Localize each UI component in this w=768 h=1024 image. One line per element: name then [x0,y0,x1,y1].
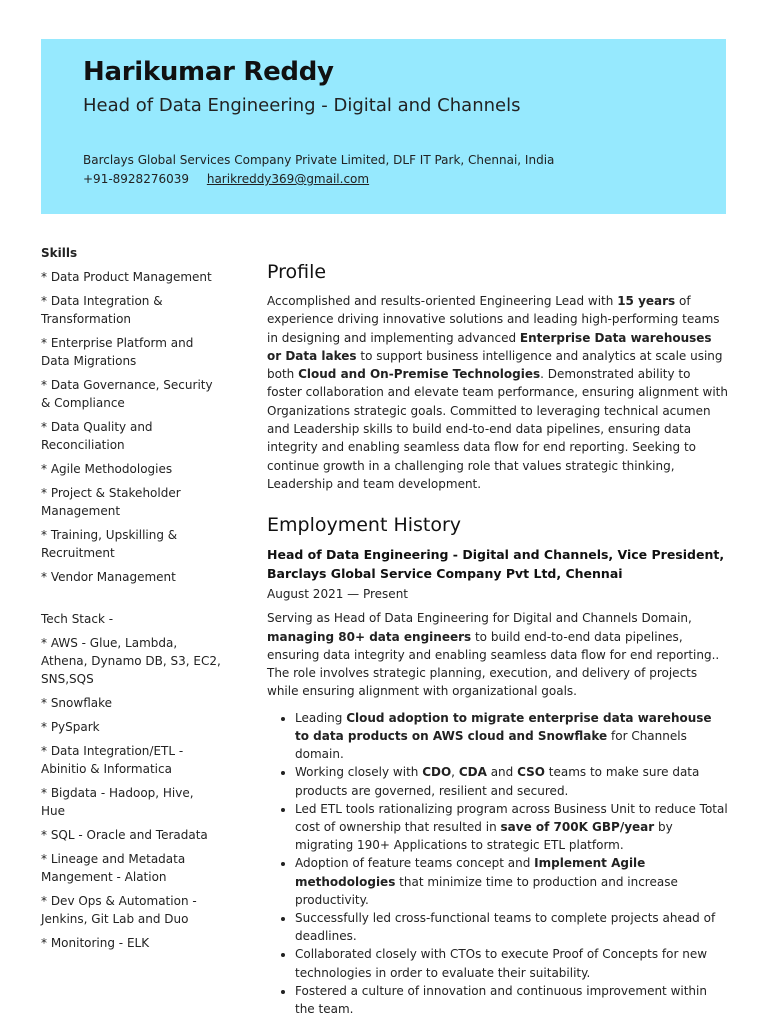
main-content [267,261,729,1018]
list-item: • Working closely with CDO, CDA and CSO teams to make sure data products are governed, resilient and secured. [295,763,729,799]
skill-item: * Data Quality and Reconciliation [41,420,153,452]
skill-item: * Agile Methodologies [41,462,173,476]
list-item: • Led ETL tools rationalizing program across Business Unit to reduce Total cost of ownership that resulted in save of 700K GBP/year by migrating 190+ Applications to strategic ETL platform. [295,800,729,855]
skill-item: * Vendor Management [41,570,176,584]
tech-item: * PySpark [41,720,100,734]
phone-number: +91-8928276039 [83,172,190,186]
tech-item: * AWS - Glue, Lambda, Athena, Dynamo DB, S3, EC2, SNS,SQS [41,636,221,686]
skill-item: * Data Integration & Transformation [41,294,163,326]
email-link[interactable]: harikreddy369@gmail.com [206,172,370,186]
tech-item: * Lineage and Metadata Mangement - Alation [41,852,186,884]
skill-item: * Enterprise Platform and Data Migrations [41,336,194,368]
job-title: Head of Data Engineering - Digital and Channels, Vice President, Barclays Global Service Company Pvt Ltd, Chennai [267,547,725,582]
skill-item: * Data Product Management [41,270,212,284]
candidate-title: Head of Data Engineering - Digital and Channels [83,95,521,116]
skill-item: * Training, Upskilling & Recruitment [41,528,178,560]
section-spacer [41,592,221,610]
skill-item: * Project & Stakeholder Management [41,486,181,518]
job-summary: Serving as Head of Data Engineering for Digital and Channels Domain, managing 80+ data engineers to build end-to-end data pipelines, ensuring data integrity and enabling seamless data flow for end reporting.. The role involves strategic planning, execution, and delivery of projects while ensuring alignment with organizational goals. [267,611,720,699]
list-item: • Collaborated closely with CTOs to execute Proof of Concepts for new technologies in order to evaluate their suitability. [295,945,729,981]
list-item: • Successfully led cross-functional teams to complete projects ahead of deadlines. [295,909,729,945]
tech-item: * Snowflake [41,696,113,710]
job-achievements [267,709,729,1018]
profile-summary: Accomplished and results-oriented Engineering Lead with 15 years of experience driving innovative solutions and leading high-performing teams in designing and implementing advanced Enterprise Data warehouses or Data lakes to support business intelligence and analytics at scale using both Cloud and On-Premise Technologies. Demonstrated ability to foster collaboration and elevate team performance, ensuring alignment with Organizations strategic goals. Committed to leveraging technical acumen and Leadership skills to build end-to-end data pipelines, ensuring data integrity and enabling seamless data flow for end reporting. Seeking to continue growth in a challenging role that values strategic thinking, Leadership and team development. [267,294,728,491]
tech-item: * Bigdata - Hadoop, Hive, Hue [41,786,194,818]
tech-item: * Data Integration/ETL - Abinitio & Informatica [41,744,184,776]
list-item: • Fostered a culture of innovation and continuous improvement within the team. [295,982,729,1018]
tech-item: * Dev Ops & Automation - Jenkins, Git Lab and Duo [41,894,197,926]
job-dates: August 2021 — Present [267,587,408,602]
skills-heading: Skills [41,246,78,260]
tech-item: * Monitoring - ELK [41,936,150,950]
contact-line [83,172,369,186]
tech-stack-heading: Tech Stack - [41,612,114,626]
candidate-address: Barclays Global Services Company Private Limited, DLF IT Park, Chennai, India [83,153,555,167]
sidebar [41,244,221,958]
list-item: • Adoption of feature teams concept and Implement Agile methodologies that minimize time to production and increase productivity. [295,854,729,909]
resume-header [41,39,726,214]
candidate-name: Harikumar Reddy [83,57,334,87]
tech-item: * SQL - Oracle and Teradata [41,828,208,842]
employment-heading: Employment History [267,514,462,537]
profile-heading: Profile [267,261,327,283]
list-item: • Leading Cloud adoption to migrate enterprise data warehouse to data products on AWS cloud and Snowflake for Channels domain. [295,709,729,764]
skill-item: * Data Governance, Security & Compliance [41,378,213,410]
